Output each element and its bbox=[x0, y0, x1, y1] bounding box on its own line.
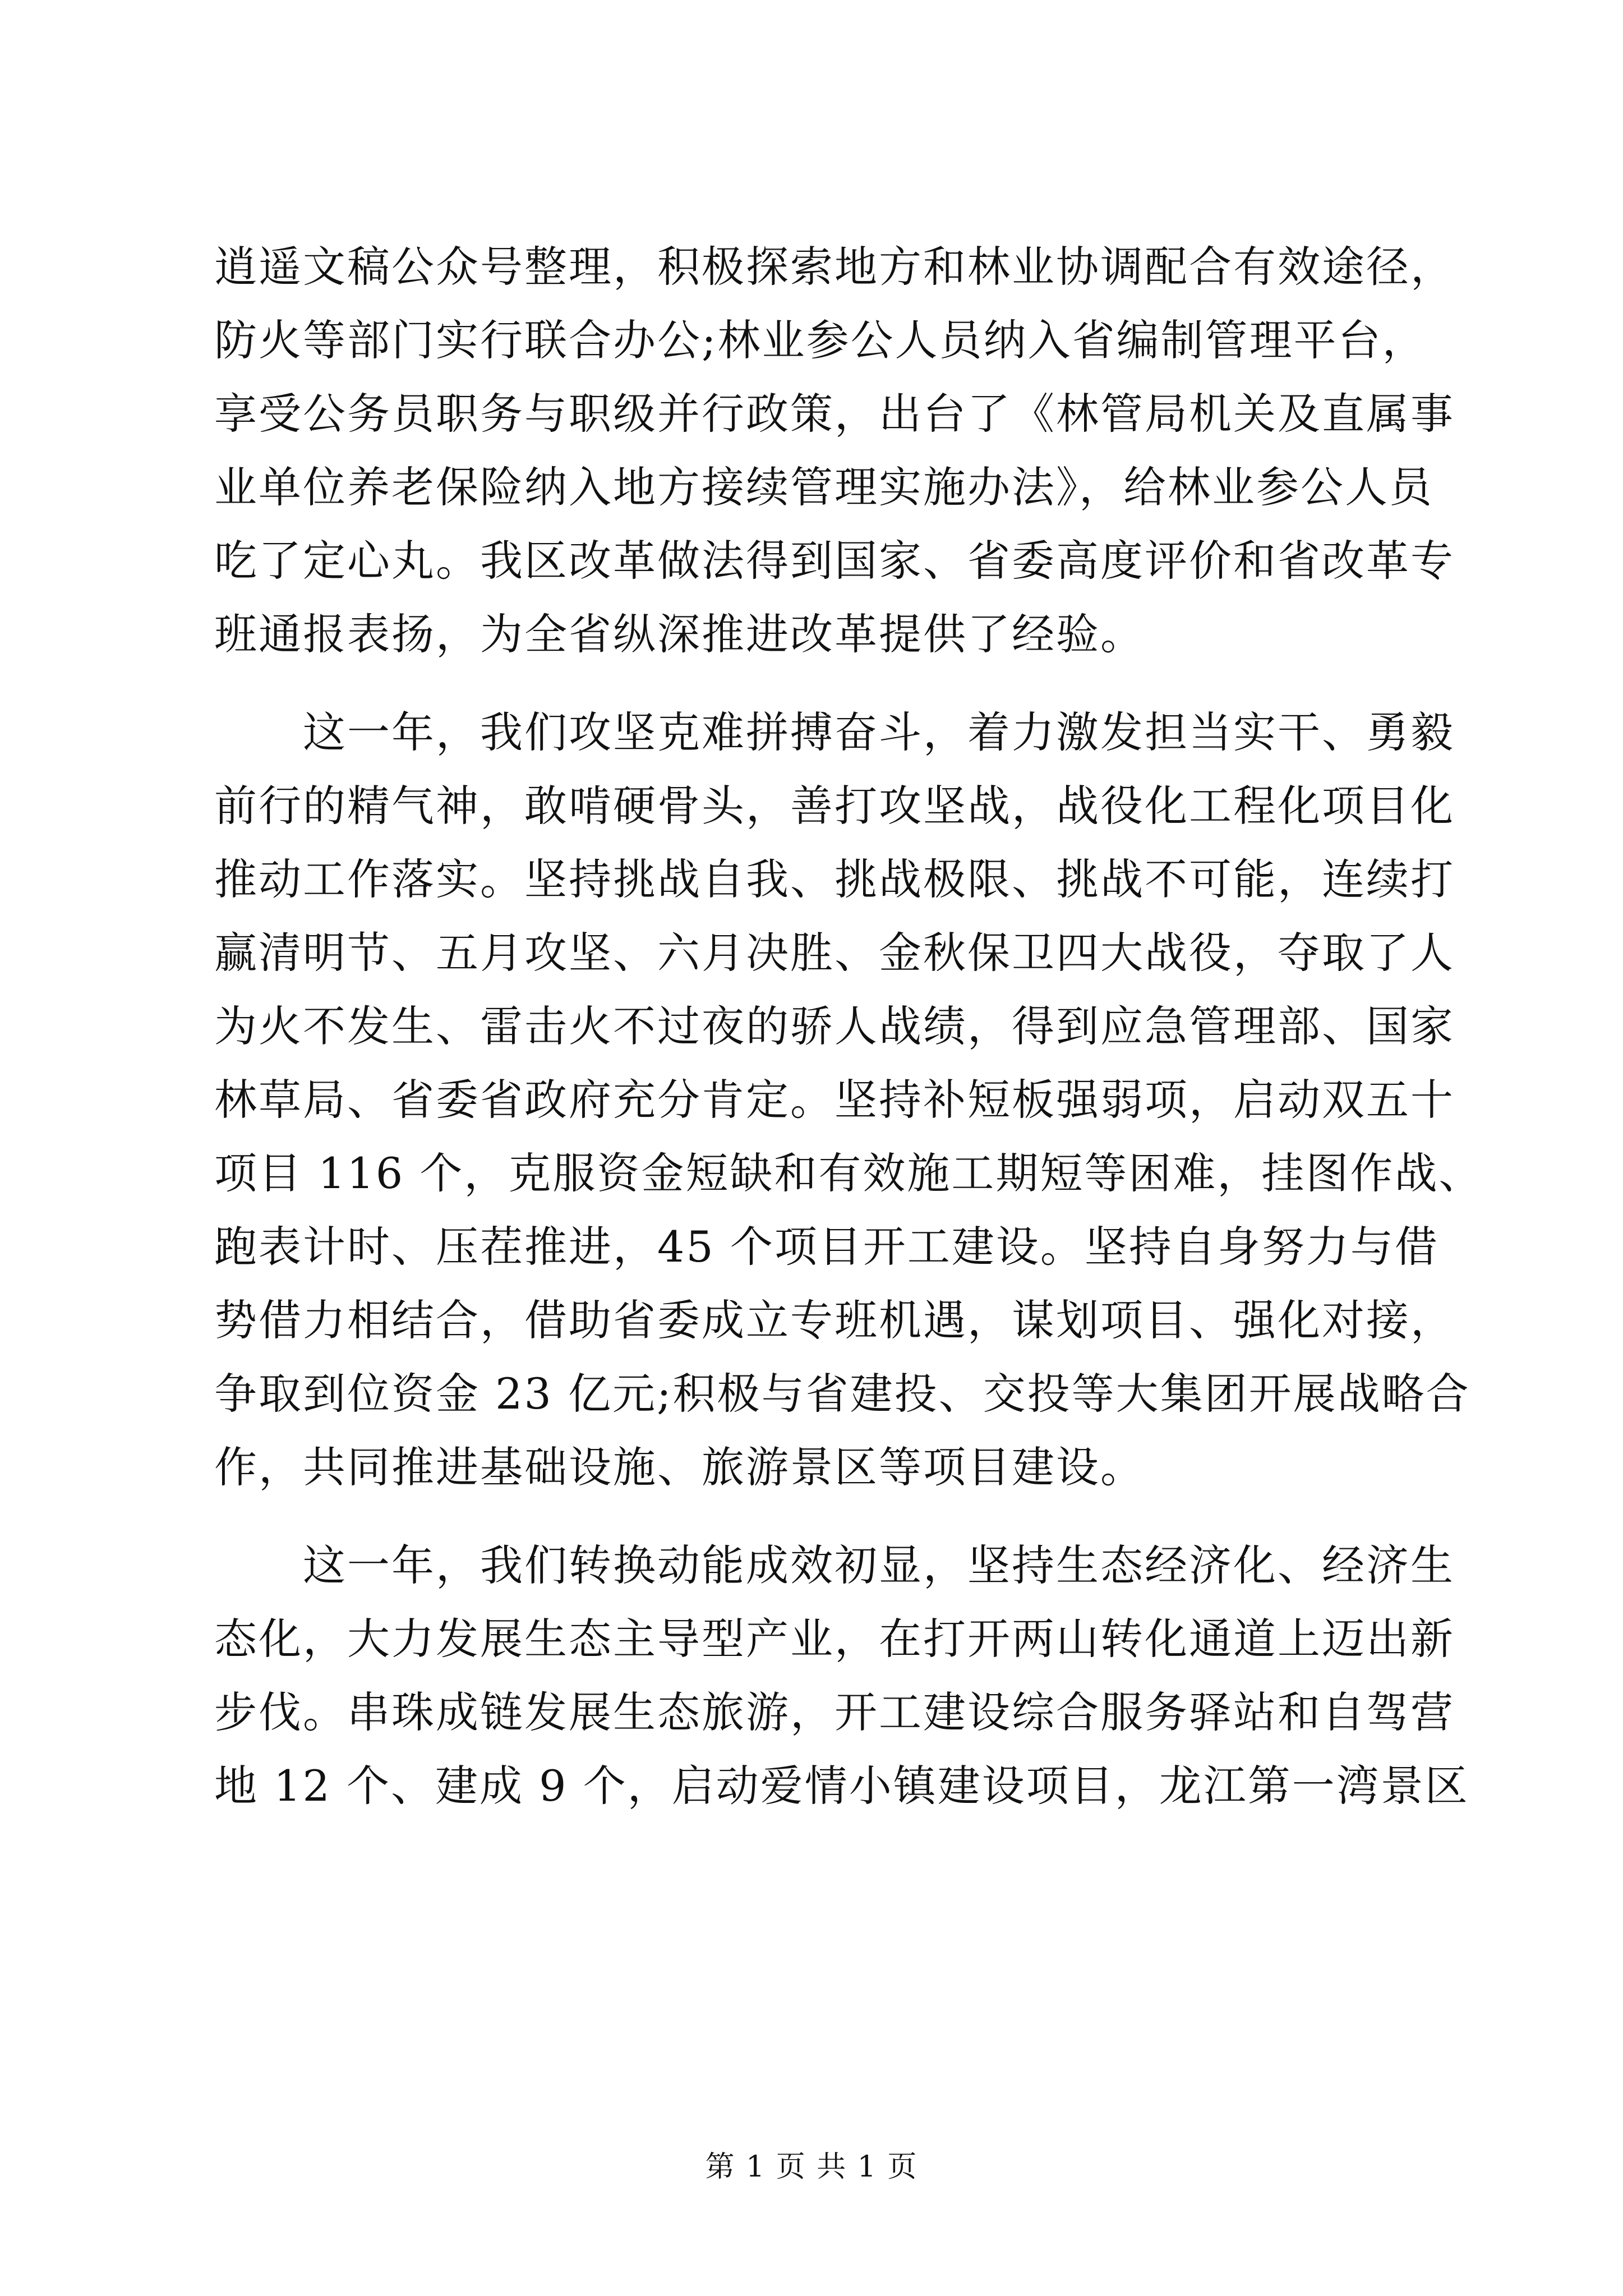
document-body bbox=[214, 230, 1483, 1823]
paragraph-gap bbox=[214, 1504, 1448, 1529]
text-line: 享受公务员职务与职级并行政策，出台了《林管局机关及直属事 bbox=[214, 389, 1455, 439]
paragraph-1 bbox=[214, 230, 1455, 671]
text-line: 这一年，我们转换动能成效初显，坚持生态经济化、经济生 bbox=[214, 1540, 1455, 1590]
paragraph-gap bbox=[214, 671, 1448, 696]
text-line: 态化，大力发展生态主导型产业，在打开两山转化通道上迈出新 bbox=[214, 1614, 1455, 1664]
text-line: 跑表计时、压茬推进，45 个项目开工建设。坚持自身努力与借 bbox=[214, 1222, 1439, 1272]
text-line: 步伐。串珠成链发展生态旅游，开工建设综合服务驿站和自驾营 bbox=[214, 1687, 1455, 1737]
text-line: 班通报表扬，为全省纵深推进改革提供了经验。 bbox=[214, 609, 1145, 659]
page-footer: 第 1 页 共 1 页 bbox=[705, 2150, 918, 2184]
text-line: 为火不发生、雷击火不过夜的骄人战绩，得到应急管理部、国家 bbox=[214, 1001, 1455, 1051]
text-line: 争取到位资金 23 亿元;积极与省建投、交投等大集团开展战略合 bbox=[214, 1369, 1470, 1419]
text-line: 业单位养老保险纳入地方接续管理实施办法》，给林业参公人员 bbox=[214, 462, 1433, 512]
paragraph-2 bbox=[214, 696, 1483, 1504]
text-line: 逍遥文稿公众号整理，积极探索地方和林业协调配合有效途径， bbox=[214, 242, 1455, 292]
text-line: 势借力相结合，借助省委成立专班机遇，谋划项目、强化对接， bbox=[214, 1295, 1455, 1345]
text-line: 林草局、省委省政府充分肯定。坚持补短板强弱项，启动双五十 bbox=[214, 1075, 1455, 1125]
text-line: 地 12 个、建成 9 个，启动爱情小镇建设项目，龙江第一湾景区 bbox=[214, 1761, 1469, 1811]
paragraph-3 bbox=[214, 1529, 1469, 1823]
text-line: 作，共同推进基础设施、旅游景区等项目建设。 bbox=[214, 1442, 1145, 1492]
text-line: 吃了定心丸。我区改革做法得到国家、省委高度评价和省改革专 bbox=[214, 536, 1455, 586]
text-line: 防火等部门实行联合办公;林业参公人员纳入省编制管理平台， bbox=[214, 315, 1427, 365]
text-line: 前行的精气神，敢啃硬骨头，善打攻坚战，战役化工程化项目化 bbox=[214, 781, 1455, 831]
text-line: 项目 116 个，克服资金短缺和有效施工期短等困难，挂图作战、 bbox=[214, 1148, 1483, 1198]
text-line: 这一年，我们攻坚克难拼搏奋斗，着力激发担当实干、勇毅 bbox=[214, 707, 1455, 757]
text-line: 推动工作落实。坚持挑战自我、挑战极限、挑战不可能，连续打 bbox=[214, 854, 1455, 904]
text-line: 赢清明节、五月攻坚、六月决胜、金秋保卫四大战役，夺取了人 bbox=[214, 928, 1455, 978]
